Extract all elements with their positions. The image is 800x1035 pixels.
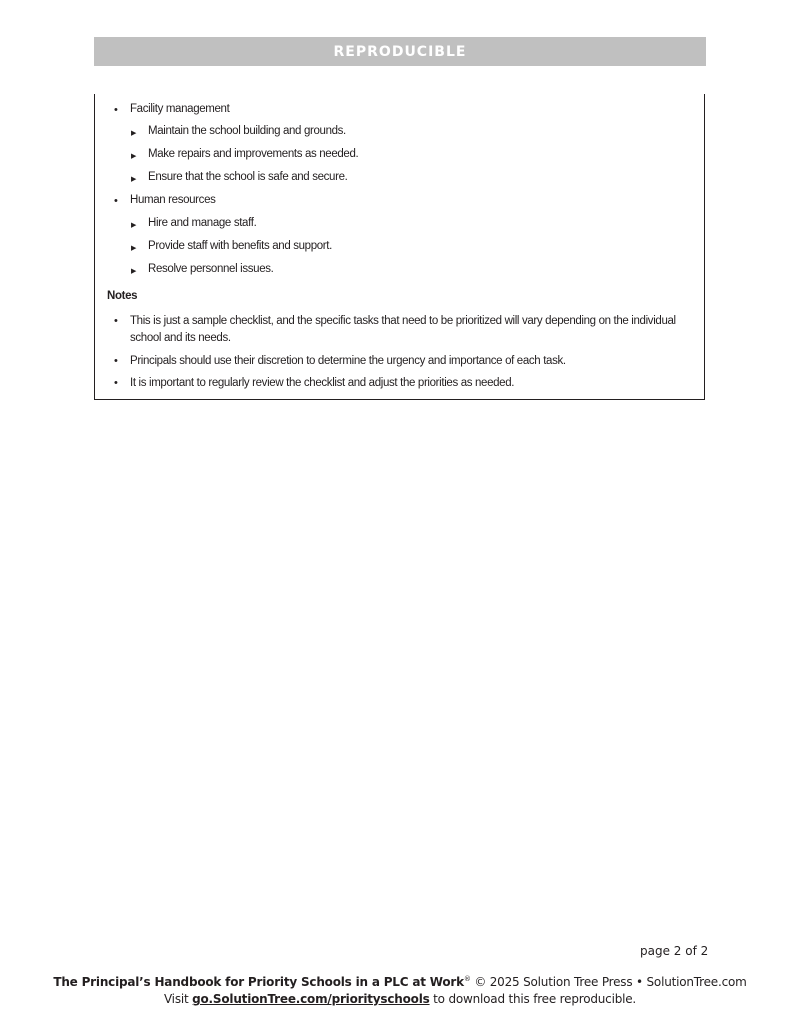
bullet-icon: • (114, 104, 118, 116)
list-item: Resolve personnel issues. (148, 263, 274, 275)
footer-line-2 (0, 991, 800, 1008)
note-item: It is important to regularly review the checklist and adjust the priorities as needed. (130, 377, 515, 389)
bullet-icon: • (114, 195, 118, 207)
bullet-icon: • (114, 315, 118, 327)
footer-line-1 (0, 971, 800, 991)
note-item: Principals should use their discretion to determine the urgency and importance of each task. (130, 355, 566, 367)
list-item: Maintain the school building and grounds. (148, 125, 346, 137)
registered-mark: ® (463, 975, 471, 983)
footer (0, 971, 800, 1008)
list-item: Ensure that the school is safe and secure. (148, 171, 348, 183)
visit-prefix: Visit (163, 992, 193, 1006)
list-item: Make repairs and improvements as needed. (148, 148, 359, 160)
section-title-human-resources: Human resources (130, 194, 216, 206)
sub-bullet-icon: ▶ (131, 222, 137, 229)
book-title: The Principal’s Handbook for Priority Schools in a PLC at Work (53, 975, 464, 989)
sub-bullet-icon: ▶ (131, 268, 137, 275)
sub-bullet-icon: ▶ (131, 176, 137, 183)
list-item: Provide staff with benefits and support. (148, 240, 332, 252)
note-item: This is just a sample checklist, and the specific tasks that need to be prioritized will vary depending on the individual school and its needs. (130, 315, 676, 344)
sub-bullet-icon: ▶ (131, 245, 137, 252)
reproducible-banner: REPRODUCIBLE (94, 37, 706, 66)
sub-bullet-icon: ▶ (131, 130, 137, 137)
bullet-icon: • (114, 377, 118, 389)
bullet-icon: • (114, 355, 118, 367)
checklist-box (94, 94, 705, 400)
page-number: page 2 of 2 (640, 944, 709, 958)
list-item: Hire and manage staff. (148, 217, 257, 229)
sub-bullet-icon: ▶ (131, 153, 137, 160)
visit-suffix: to download this free reproducible. (429, 992, 637, 1006)
download-link[interactable]: go.SolutionTree.com/priorityschools (192, 992, 430, 1006)
section-title-facility-management: Facility management (130, 103, 230, 115)
copyright-text: © 2025 Solution Tree Press • SolutionTree.com (470, 975, 747, 989)
notes-heading: Notes (107, 290, 138, 302)
